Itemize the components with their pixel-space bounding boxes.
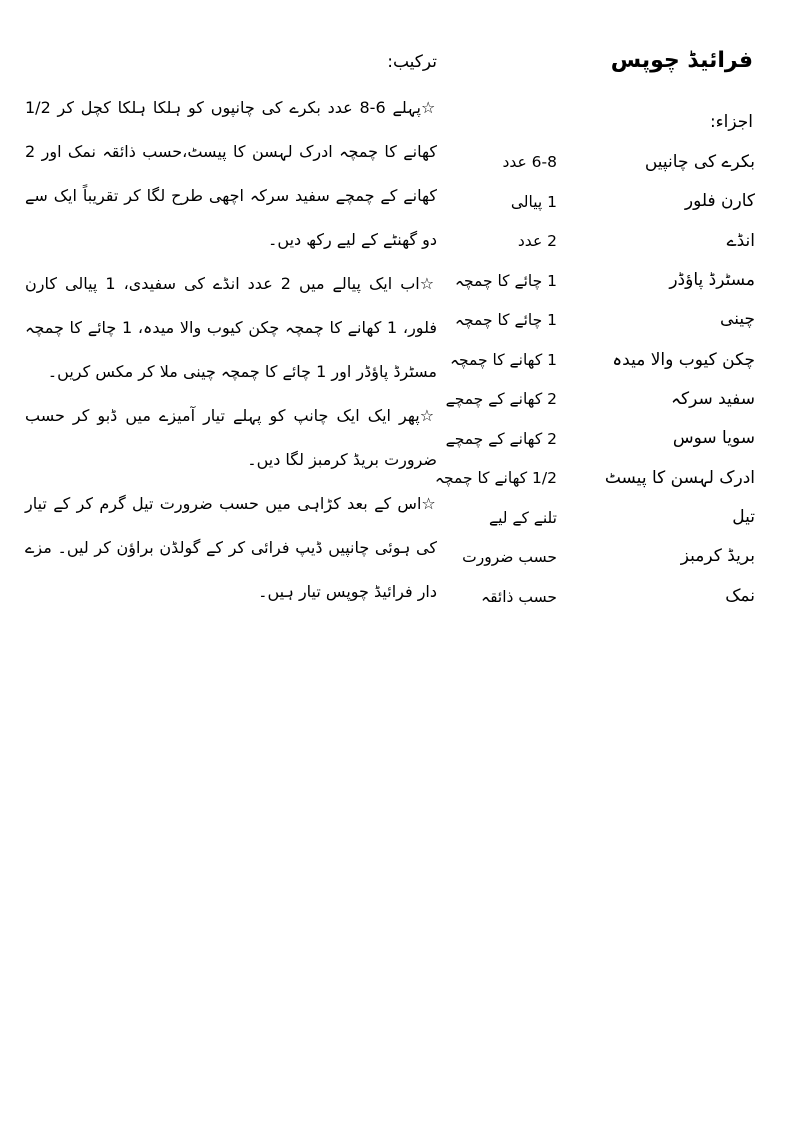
method-step <box>25 482 437 614</box>
star-bullet-icon: ☆ <box>421 494 437 513</box>
ingredient-qty: 1 چائے کا چمچہ <box>454 271 557 290</box>
ingredient-name: نمک <box>725 585 755 606</box>
ingredient-qty: 1/2 کھانے کا چمچہ <box>434 469 557 487</box>
ingredient-qty: 1 کھانے کا چمچہ <box>449 350 557 369</box>
ingredient-qty: 6-8 عدد <box>502 153 557 171</box>
ingredient-name: سویا سوس <box>672 427 755 448</box>
method-step <box>25 262 437 394</box>
ingredient-qty: 1 چائے کا چمچہ <box>454 311 557 329</box>
ingredient-qty: 2 کھانے کے چمچے <box>445 429 557 448</box>
method-step-text: پھر ایک ایک چانپ کو پہلے تیار آمیزے میں ڈبو کر حسب ضرورت بریڈ کرمبز لگا دیں۔ <box>25 406 437 469</box>
method-step-text: اب ایک پیالے میں 2 عدد انڈے کی سفیدی، 1 پیالی کارن فلور، 1 کھانے کا چمچہ چکن کیوب والا میدہ، 1 چائے کا چمچہ مسٹرڈ پاؤڈر اور 1 چائے کا چمچہ چینی ملا کر مکس کریں۔ <box>25 274 438 381</box>
method-step-text: پہلے 6-8 عدد بکرے کی چانپوں کو ہلکا ہلکا کچل کر 1/2 کھانے کا چمچہ ادرک لہسن کا پیسٹ،حسب ذائقہ نمک اور 2 کھانے کے چمچے سفید سرکہ اچھی طرح لگا کر تقریباً ایک سے دو گھنٹے کے لیے رکھ دیں۔ <box>25 98 437 249</box>
method-step-text: اس کے بعد کڑاہی میں حسب ضرورت تیل گرم کر کے تیار کی ہوئی چانپیں ڈیپ فرائی کر کے گولڈن براؤن کر لیں۔ مزے دار فرائیڈ چوپس تیار ہیں۔ <box>25 494 437 601</box>
star-bullet-icon: ☆ <box>419 406 437 425</box>
method-heading: ترکیب: <box>387 52 437 72</box>
ingredient-name: بکرے کی چانپیں <box>644 152 755 172</box>
star-bullet-icon: ☆ <box>419 274 437 293</box>
ingredient-name: بریڈ کرمبز <box>680 546 755 566</box>
ingredient-qty: تلنے کے لیے <box>488 508 557 527</box>
ingredient-qty: حسب ذائقہ <box>480 587 557 606</box>
ingredient-name: تیل <box>732 506 755 527</box>
ingredient-qty: 2 کھانے کے چمچے <box>445 390 557 408</box>
ingredient-qty: 2 عدد <box>517 232 557 250</box>
star-bullet-icon: ☆ <box>420 98 438 117</box>
ingredient-name: مسٹرڈ پاؤڈر <box>669 269 755 290</box>
ingredients-heading: اجزاء: <box>709 112 753 132</box>
recipe-title: فرائیڈ چوپس <box>610 48 753 73</box>
ingredient-qty: 1 پیالی <box>510 192 557 211</box>
ingredient-name: چینی <box>720 309 755 329</box>
ingredient-name: کارن فلور <box>684 190 755 211</box>
method-step <box>25 394 437 482</box>
ingredient-name: چکن کیوب والا میدہ <box>612 349 755 370</box>
ingredient-name: ادرک لہسن کا پیسٹ <box>604 468 755 488</box>
ingredient-qty: حسب ضرورت <box>462 548 557 566</box>
ingredient-name: انڈے <box>726 231 755 251</box>
ingredient-name: سفید سرکہ <box>671 389 755 409</box>
method-step <box>25 86 437 262</box>
method-steps <box>25 86 437 614</box>
